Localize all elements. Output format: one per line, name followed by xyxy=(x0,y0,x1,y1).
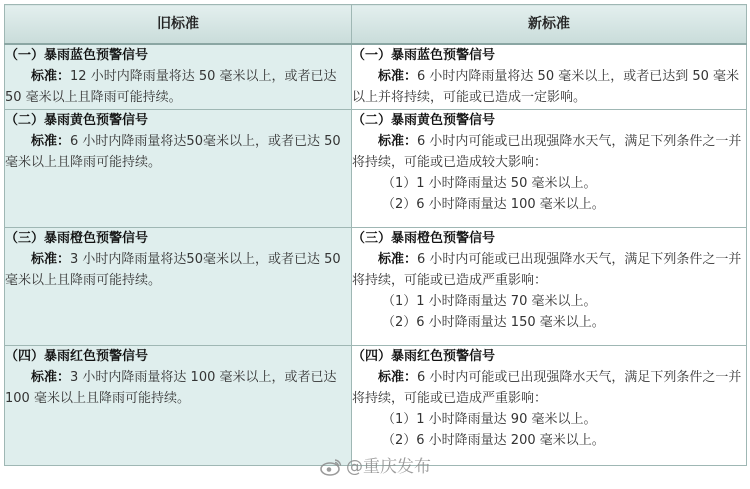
table-row xyxy=(5,227,747,345)
new-standard-cell xyxy=(352,44,747,109)
new-standard-cell xyxy=(352,345,747,465)
signal-title: （一）暴雨蓝色预警信号 xyxy=(352,48,496,63)
standard-text xyxy=(5,249,351,291)
standard-body: 12 小时内降雨量将达 50 毫米以上，或者已达 50 毫米以上且降雨可能持续。 xyxy=(5,69,337,105)
standard-label: 标准： xyxy=(378,133,418,149)
standard-label: 标准： xyxy=(378,251,418,267)
standard-text xyxy=(352,367,746,409)
standard-body: 3 小时内降雨量将达 100 毫米以上，或者已达 100 毫米以上且降雨可能持续。 xyxy=(5,369,337,406)
standard-text xyxy=(5,131,351,173)
standard-label: 标准： xyxy=(31,133,71,149)
old-standard-cell xyxy=(5,44,352,109)
old-standard-cell xyxy=(5,345,352,465)
watermark xyxy=(320,452,431,477)
signal-title: （一）暴雨蓝色预警信号 xyxy=(5,48,149,63)
standard-label: 标准： xyxy=(378,69,418,84)
old-standard-cell xyxy=(5,109,352,227)
header-new-standard: 新标准 xyxy=(352,5,747,45)
watermark-text: @重庆发布 xyxy=(346,457,431,477)
standard-label: 标准： xyxy=(378,369,418,385)
standard-label: 标准： xyxy=(31,69,71,84)
standard-body: 6 小时内可能或已出现强降水天气，满足下列条件之一并将持续，可能或已造成严重影响： xyxy=(352,251,742,288)
table-row xyxy=(5,109,747,227)
standard-text xyxy=(5,66,351,108)
signal-title: （三）暴雨橙色预警信号 xyxy=(5,230,149,246)
new-standard-cell xyxy=(352,227,747,345)
standard-label: 标准： xyxy=(31,369,71,385)
new-standard-cell xyxy=(352,109,747,227)
weibo-logo-icon xyxy=(320,458,342,476)
standard-body: 6 小时内可能或已出现强降水天气，满足下列条件之一并将持续，可能或已造成严重影响： xyxy=(352,369,742,406)
standard-text xyxy=(352,131,746,173)
condition-item: （2）6 小时降雨量达 150 毫米以上。 xyxy=(382,314,605,330)
header-old-standard: 旧标准 xyxy=(5,5,352,45)
standard-label: 标准： xyxy=(31,251,71,267)
table-header-row xyxy=(5,5,747,45)
signal-title: （三）暴雨橙色预警信号 xyxy=(352,230,496,246)
signal-title: （二）暴雨黄色预警信号 xyxy=(5,112,149,128)
standard-body: 6 小时内可能或已出现强降水天气，满足下列条件之一并将持续，可能或已造成较大影响： xyxy=(352,133,742,170)
condition-item: （1）1 小时降雨量达 70 毫米以上。 xyxy=(382,293,597,309)
signal-title: （二）暴雨黄色预警信号 xyxy=(352,112,496,128)
signal-title: （四）暴雨红色预警信号 xyxy=(352,348,496,364)
condition-item: （2）6 小时降雨量达 200 毫米以上。 xyxy=(382,432,605,448)
standard-body: 6 小时内降雨量将达50毫米以上，或者已达 50 毫米以上且降雨可能持续。 xyxy=(5,133,341,170)
table-row xyxy=(5,44,747,109)
standard-text xyxy=(5,367,351,409)
condition-item: （1）1 小时降雨量达 90 毫米以上。 xyxy=(382,411,597,427)
condition-item: （2）6 小时降雨量达 100 毫米以上。 xyxy=(382,196,605,212)
standards-comparison-table xyxy=(4,4,747,466)
condition-item: （1）1 小时降雨量达 50 毫米以上。 xyxy=(382,175,597,191)
standard-text xyxy=(352,249,746,291)
old-standard-cell xyxy=(5,227,352,345)
table-row xyxy=(5,345,747,465)
signal-title: （四）暴雨红色预警信号 xyxy=(5,348,149,364)
standard-body: 6 小时内降雨量将达 50 毫米以上，或者已达到 50 毫米以上并将持续，可能或已造成一定影响。 xyxy=(352,69,740,105)
standard-body: 3 小时内降雨量将达50毫米以上，或者已达 50 毫米以上且降雨可能持续。 xyxy=(5,251,341,288)
standard-text xyxy=(352,66,746,108)
